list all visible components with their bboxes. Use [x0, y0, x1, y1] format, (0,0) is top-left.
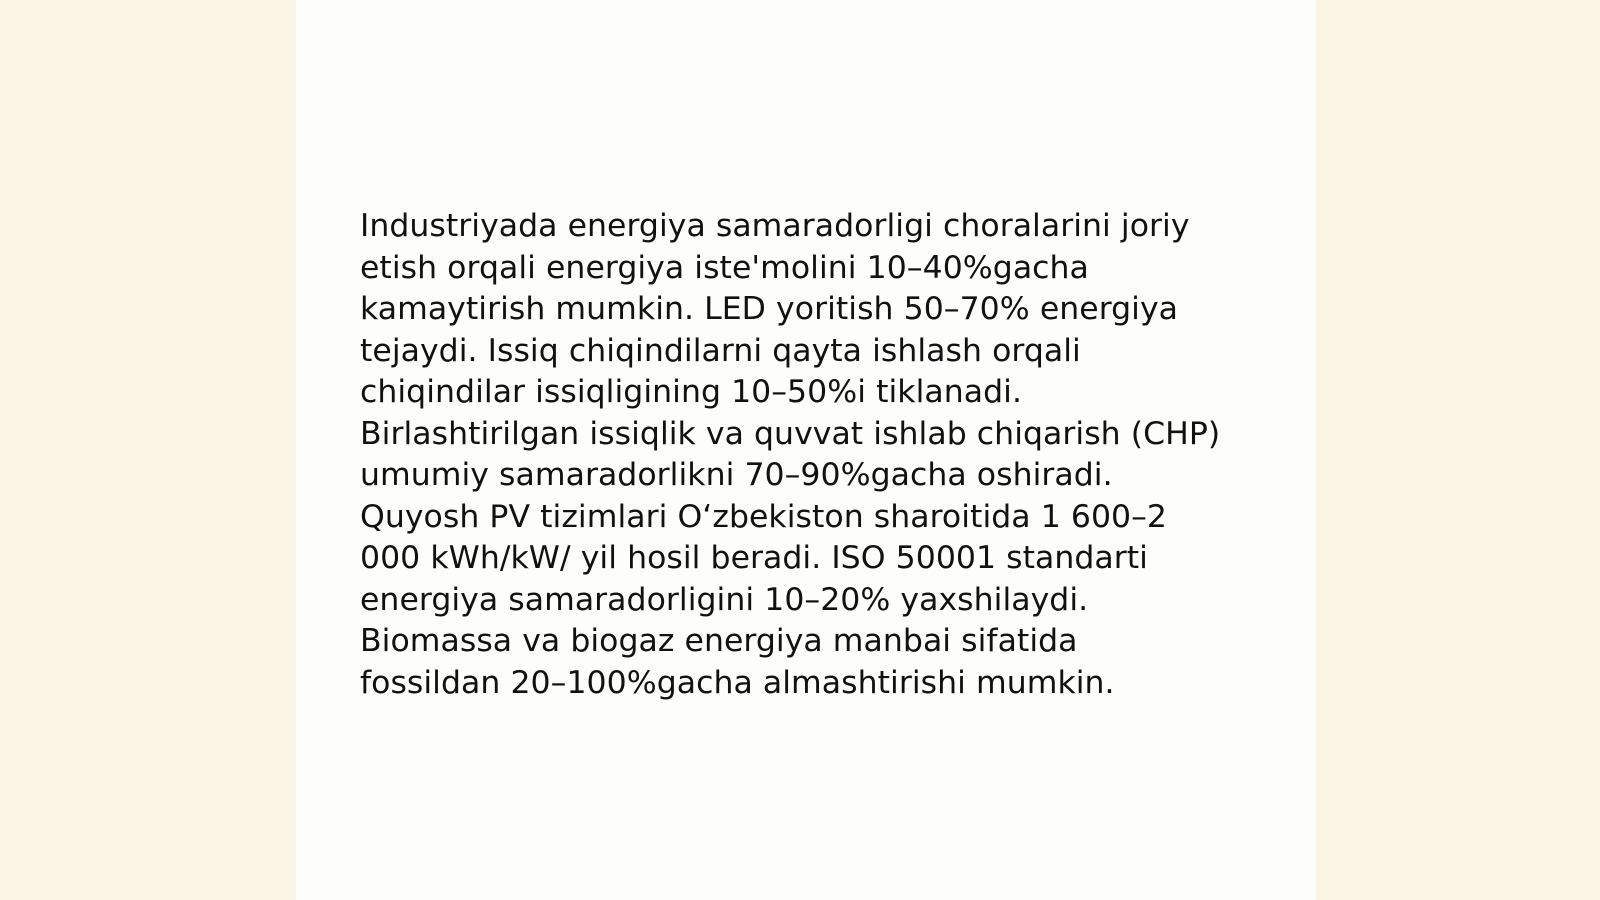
slide — [296, 0, 1316, 900]
slide-body-text — [360, 206, 1250, 704]
text-line: fossildan 20–100%gacha almashtirishi mumkin. — [360, 664, 1115, 701]
left-background-panel — [0, 0, 296, 900]
text-line: chiqindilar issiqligining 10–50%i tiklanadi. — [360, 374, 1023, 410]
text-line: Industriyada energiya samaradorligi choralarini joriy — [360, 208, 1190, 244]
text-line: 000 kWh/kW/ yil hosil beradi. ISO 50001 standarti — [360, 540, 1148, 576]
text-line: Biomassa va biogaz energiya manbai sifatida — [360, 623, 1078, 659]
text-line: Birlashtirilgan issiqlik va quvvat ishlab chiqarish (CHP) — [360, 415, 1221, 452]
text-line: Quyosh PV tizimlari O‘zbekiston sharoitida 1 600–2 — [360, 498, 1168, 535]
text-line: tejaydi. Issiq chiqindilarni qayta ishlash orqali — [360, 332, 1081, 369]
right-background-panel — [1316, 0, 1600, 900]
text-line: kamaytirish mumkin. LED yoritish 50–70% energiya — [360, 291, 1179, 327]
text-line: umumiy samaradorlikni 70–90%gacha oshiradi. — [360, 457, 1113, 493]
text-line: energiya samaradorligini 10–20% yaxshilaydi. — [360, 581, 1089, 618]
text-line: etish orqali energiya iste'molini 10–40%gacha — [360, 249, 1089, 286]
